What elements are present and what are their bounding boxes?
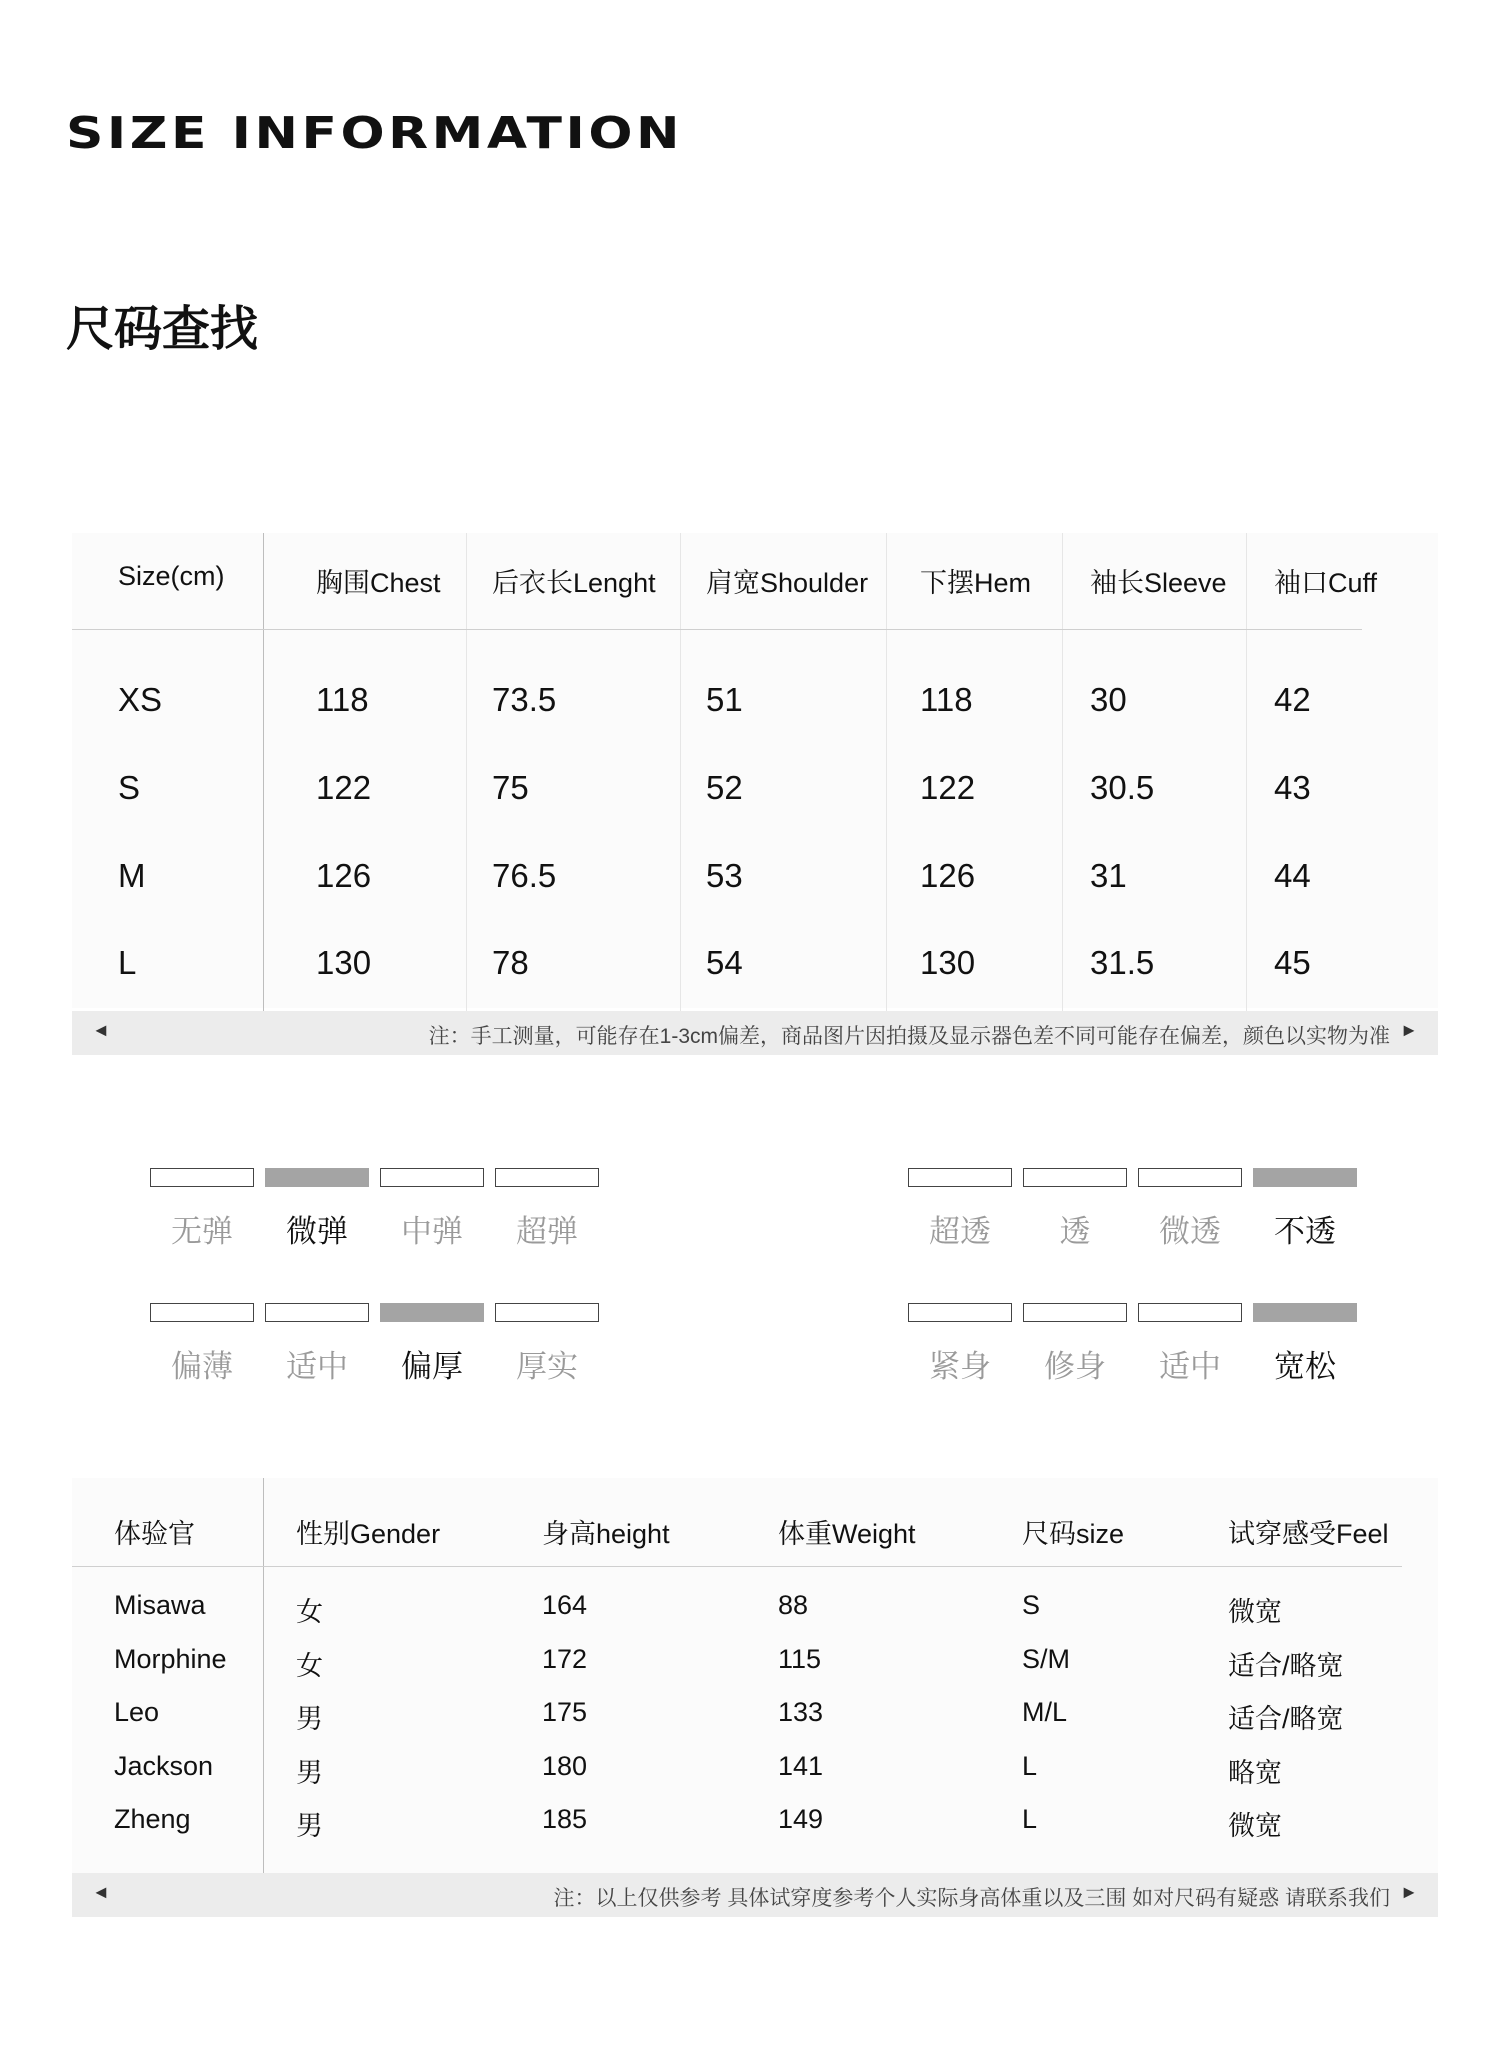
tester-table-cell: Misawa xyxy=(114,1590,206,1620)
scale-label: 超透 xyxy=(929,1214,991,1249)
scale-label: 紧身 xyxy=(929,1349,991,1384)
tester-table-cell: Morphine xyxy=(114,1644,227,1674)
header-divider xyxy=(72,1566,1402,1567)
scroll-right-icon[interactable]: ► xyxy=(1400,1020,1418,1040)
size-table-cell: 122 xyxy=(920,769,976,806)
size-header-cell: Size(cm) xyxy=(118,561,225,591)
scale-segment xyxy=(380,1168,484,1187)
column-divider xyxy=(1062,533,1063,1011)
tester-table-cell: 适合/略宽 xyxy=(1228,1704,1344,1734)
scroll-right-icon[interactable]: ► xyxy=(1400,1882,1418,1902)
column-divider xyxy=(263,533,264,1011)
tester-table-cell: 141 xyxy=(778,1751,824,1781)
size-table-cell: M xyxy=(118,857,146,894)
size-table-cell: 78 xyxy=(492,944,529,981)
size-table-cell: 126 xyxy=(316,857,372,894)
tester-header-cell: 尺码size xyxy=(1022,1519,1125,1549)
scale-segment xyxy=(1023,1168,1127,1187)
tester-header-cell: 体重Weight xyxy=(778,1519,916,1549)
scale-segment xyxy=(380,1303,484,1322)
size-table-cell: 51 xyxy=(706,681,743,718)
size-table-cell: 122 xyxy=(316,769,372,806)
scroll-left-icon[interactable]: ◄ xyxy=(92,1882,110,1902)
scale-label: 无弹 xyxy=(171,1214,233,1249)
size-header-cell: 下摆Hem xyxy=(920,568,1032,598)
size-table-cell: 52 xyxy=(706,769,743,806)
size-table-cell: 31 xyxy=(1090,857,1127,894)
size-note-bar[interactable] xyxy=(72,1011,1438,1055)
size-table-cell: 118 xyxy=(920,681,973,718)
tester-table-cell: 180 xyxy=(542,1751,588,1781)
tester-table-cell: Zheng xyxy=(114,1804,191,1834)
tester-table-cell: L xyxy=(1022,1751,1038,1781)
size-table-cell: 126 xyxy=(920,857,976,894)
tester-table-cell: 149 xyxy=(778,1804,824,1834)
size-table-cell: 75 xyxy=(492,769,529,806)
scale-label: 偏厚 xyxy=(401,1349,463,1384)
tester-header-cell: 身高height xyxy=(542,1519,670,1549)
scale-segment xyxy=(150,1303,254,1322)
scale-label: 偏薄 xyxy=(171,1349,233,1384)
scale-segment xyxy=(495,1168,599,1187)
size-table-cell: 53 xyxy=(706,857,743,894)
tester-table-cell: 185 xyxy=(542,1804,588,1834)
size-note: 注：手工测量，可能存在1-3cm偏差，商品图片因拍摄及显示器色差不同可能存在偏差，颜色以实物为准 xyxy=(428,1025,1390,1048)
size-header-cell: 袖长Sleeve xyxy=(1090,568,1227,598)
tester-header-cell: 试穿感受Feel xyxy=(1228,1519,1389,1549)
size-table-cell: 44 xyxy=(1274,857,1311,894)
tester-table-cell: 女 xyxy=(296,1597,323,1627)
tester-table-cell: 微宽 xyxy=(1228,1597,1282,1627)
tester-table-cell: 微宽 xyxy=(1228,1811,1282,1841)
tester-table-cell: 男 xyxy=(296,1758,323,1788)
size-table-cell: 73.5 xyxy=(492,681,557,718)
column-divider xyxy=(1246,533,1247,1011)
size-table-cell: 45 xyxy=(1274,944,1311,981)
size-table-cell: 31.5 xyxy=(1090,944,1155,981)
column-divider xyxy=(263,1478,264,1873)
column-divider xyxy=(680,533,681,1011)
size-table-cell: 30.5 xyxy=(1090,769,1155,806)
scale-segment xyxy=(908,1168,1012,1187)
scale-segment xyxy=(908,1303,1012,1322)
tester-table-cell: Leo xyxy=(114,1697,160,1727)
size-header-cell: 胸围Chest xyxy=(316,568,441,598)
tester-table-cell: S xyxy=(1022,1590,1041,1620)
size-header-cell: 后衣长Lenght xyxy=(492,568,656,598)
size-table-cell: 30 xyxy=(1090,681,1127,718)
column-divider xyxy=(466,533,467,1011)
header-divider xyxy=(72,629,1362,630)
tester-table xyxy=(72,1478,1438,1910)
scale-segment xyxy=(265,1303,369,1322)
tester-note: 注：以上仅供参考 具体试穿度参考个人实际身高体重以及三围 如对尺码有疑惑 请联系我们 xyxy=(553,1887,1390,1910)
scale-segment xyxy=(265,1168,369,1187)
scale-label: 修身 xyxy=(1044,1349,1106,1384)
scale-label: 中弹 xyxy=(401,1214,463,1249)
tester-table-cell: M/L xyxy=(1022,1697,1068,1727)
tester-header-cell: 性别Gender xyxy=(296,1519,441,1549)
size-table-cell: S xyxy=(118,769,141,806)
size-table-cell: 42 xyxy=(1274,681,1311,718)
tester-table-cell: 175 xyxy=(542,1697,588,1727)
scale-label: 适中 xyxy=(1159,1349,1221,1384)
tester-table-cell: 115 xyxy=(778,1644,822,1674)
size-table-cell: L xyxy=(118,944,137,981)
size-table-cell: 130 xyxy=(316,944,372,981)
tester-table-cell: 女 xyxy=(296,1651,323,1681)
title-cn: 尺码查找 xyxy=(66,301,259,357)
tester-table-cell: L xyxy=(1022,1804,1038,1834)
tester-table-cell: 男 xyxy=(296,1704,323,1734)
scale-label: 超弹 xyxy=(516,1214,578,1249)
tester-table-cell: 适合/略宽 xyxy=(1228,1651,1344,1681)
scale-segment xyxy=(1023,1303,1127,1322)
scale-label: 适中 xyxy=(286,1349,348,1384)
scale-segment xyxy=(1138,1168,1242,1187)
title-en: SIZE INFORMATION xyxy=(66,108,684,159)
scale-label: 微透 xyxy=(1159,1214,1221,1249)
scale-segment xyxy=(495,1303,599,1322)
scale-segment xyxy=(1253,1168,1357,1187)
scale-label: 透 xyxy=(1059,1214,1091,1249)
tester-table-cell: 男 xyxy=(296,1811,323,1841)
tester-header-cell: 体验官 xyxy=(114,1519,195,1549)
tester-table-cell: 略宽 xyxy=(1228,1758,1282,1788)
size-table-cell: 54 xyxy=(706,944,743,981)
scale-label: 微弹 xyxy=(286,1214,348,1249)
tester-table-cell: 133 xyxy=(778,1697,824,1727)
scale-segment xyxy=(150,1168,254,1187)
size-header-cell: 肩宽Shoulder xyxy=(706,568,869,598)
tester-table-cell: S/M xyxy=(1022,1644,1071,1674)
tester-table-cell: Jackson xyxy=(114,1751,214,1781)
size-header-cell: 袖口Cuff xyxy=(1274,568,1378,598)
column-divider xyxy=(886,533,887,1011)
scale-label: 不透 xyxy=(1274,1214,1336,1249)
tester-table-cell: 88 xyxy=(778,1590,809,1620)
size-table-cell: 43 xyxy=(1274,769,1311,806)
scale-segment xyxy=(1138,1303,1242,1322)
size-table-cell: XS xyxy=(118,681,163,718)
size-table-cell: 76.5 xyxy=(492,857,557,894)
tester-table-cell: 172 xyxy=(542,1644,588,1674)
size-table xyxy=(72,533,1438,1048)
size-table-cell: 130 xyxy=(920,944,976,981)
scale-label: 宽松 xyxy=(1274,1349,1336,1384)
tester-note-bar[interactable] xyxy=(72,1873,1438,1917)
tester-table-cell: 164 xyxy=(542,1590,588,1620)
scroll-left-icon[interactable]: ◄ xyxy=(92,1020,110,1040)
scale-label: 厚实 xyxy=(516,1349,578,1384)
size-table-cell: 118 xyxy=(316,681,369,718)
scale-segment xyxy=(1253,1303,1357,1322)
